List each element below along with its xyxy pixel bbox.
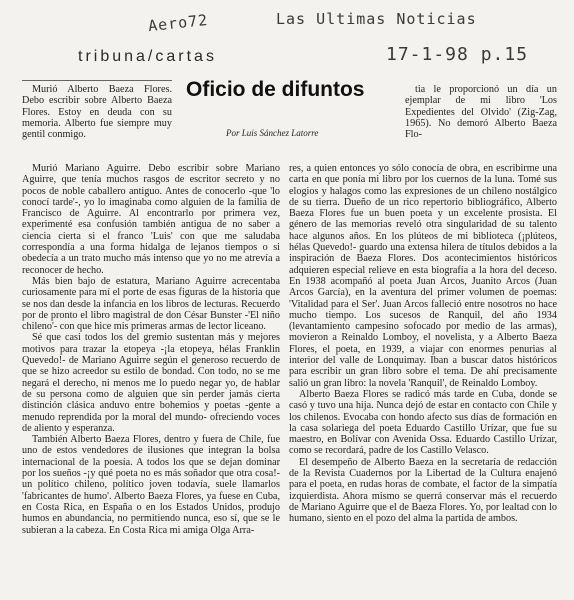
paragraph: Alberto Baeza Flores se radicó más tarde en Cuba, donde se casó y tuvo una hija. Nunca dejó de estar en contacto con Chile y los chilenos. Evocaba con hondo afecto sus días de formación en la casa solariega del poeta Eduardo Castillo Urízar, que fue su maestro, en Bolívar con Avenida Ossa. Eduardo Castillo Urízar, como se recordará, padre de los Castillo Velasco. <box>289 388 557 457</box>
column-right-top <box>405 84 557 140</box>
paragraph: Sé que casi todos los del gremio sustentan más y mejores motivos para trazar la etopeya -¡la etopeya, hélas Franklin Quevedo!- de Mariano Aguirre según el generoso recuerdo de que se hizo acreedor su estilo de bondad. Con todo, no se me negará el derecho, ni menos me lo puedo negar yo, de hablar de su persona como de alguien que sin perder jamás cierta distinción clásica anduvo entre bohemios y poetas -gente a menudo reprendida por la moral del mundo- ofreciendo voces de aliento y esperanza. <box>22 332 280 434</box>
paragraph: tia le proporcionó un día un ejemplar de mi libro 'Los Expedientes del Olvido' (Zig-Zag, 1965). No demoró Alberto Baeza Flo- <box>405 84 557 141</box>
article-byline: Por Luis Sánchez Latorre <box>226 128 319 138</box>
paragraph: El desempeño de Alberto Baeza en la secretaría de redacción de la Revista Cuadernos por la Libertad de la Cultura enajenó para el poeta, en rudas horas de combate, el factor de la simpatía izquierdista. Ahora mismo se querrá conservar más el recuerdo de Mariano Aguirre que el de Baeza Flores. Yo, por lealtad con lo humano, siento en el pozo del alma la partida de ambos. <box>289 456 557 525</box>
column-left-top <box>22 84 172 140</box>
column-right-body <box>289 163 557 525</box>
handwritten-date: 17-1-98 p.15 <box>386 44 529 65</box>
paragraph: Murió Mariano Aguirre. Debo escribir sobre Mariano Aguirre, que tenía muchos rasgos de escritor secreto y no pocos de noble caballero antiguo. Antes de conocerlo -que 'lo conocí tarde'-, yo lo imaginaba como alguien de la familia de Francisco de Aguirre. Al encontrarlo por primera vez, experimenté esa confusión también antigua de no saber a ciencia cierta si el franco 'Luis' con que me saludaba correspondía a una forma hidalga de lejanos tiempos o si obedecía a un trato mucho más intenso que yo no me atrevía a reconocer de hecho. <box>22 163 280 276</box>
paragraph: Más bien bajo de estatura, Mariano Aguirre acrecentaba curiosamente para mí el porte de esas figuras de la historia que se nos dan desde la infancia en los libros de lecturas. Recuerdo por de pronto el libro magistral de don César Bunster -'El niño chileno'- con que hice mis primeras armas de lector liceano. <box>22 275 280 333</box>
section-divider <box>22 80 172 81</box>
column-left-body <box>22 163 280 536</box>
article-title: Oficio de difuntos <box>186 78 365 101</box>
paragraph: También Alberto Baeza Flores, dentro y fuera de Chile, fue uno de estos vendedores de ilusiones que integran la bolsa internacional de la poesía. A todos los que se dejan dominar por los sueños -¡y qué poeta no es más soñador que otra cosa!- un político chileno, político joven todavía, suele llamarlos 'fabricantes de humo'. Alberto Baeza Flores, ya fuese en Cuba, en Costa Rica, en España o en los Estados Unidos, produjo humos en abundancia, no permitiendo nunca, eso sí, que se le subieran a la cabeza. En Costa Rica mi amiga Olga Arra- <box>22 434 280 536</box>
paragraph: res, a quien entonces yo sólo conocía de obra, en escribirme una carta en que ponía mi libro por los cuernos de la luna. Tomé sus elogios y halagos como las expresiones de un chileno nostálgico de su tierra. Dueño de un rico repertorio bibliográfico, Alberto Baeza Flores fue un buen poeta y un excelente prosista. El género de las memorias reveló otra singularidad de su talento hace algunos años. En los plúteos de mi biblioteca (¡plúteos, hélas Quevedo!- guardo una extensa hilera de títulos debidos a la inspiración de Baeza Flores. Dos acontecimientos históricos adquieren especial relieve en esta biografía a la hora del deceso. En 1938 acompañó al poeta Juan Arcos, Juanito Arcos (Juan Arcos García), en la aventura del primer volumen de poemas: 'Vitalidad para el Ser'. Juan Arcos falleció entre nosotros no hace mucho tiempo. Los sucesos de Ranquil, del año 1934 (levantamiento campesino sofocado por medio de las armas), movieron a Reinaldo Lomboy, el novelista, y a Alberto Baeza Flores, el poeta, en 1939, a viajar con enormes penurias al interior del valle de Lonquimay. Iban a buscar datos históricos para escribir un gran libro sobre el tema. De ahí precisamente salió un gran libro: la novela 'Ranquil', de Reinaldo Lomboy. <box>289 163 557 389</box>
handwritten-note: Aero72 <box>147 10 209 36</box>
handwritten-source: Las Ultimas Noticias <box>276 10 477 28</box>
section-label: tribuna/cartas <box>78 48 217 65</box>
paragraph: Murió Alberto Baeza Flores. Debo escribir sobre Alberto Baeza Flores. Estoy en deuda con su memoria. Alberto fue siempre muy gentil conmigo. <box>22 84 172 141</box>
